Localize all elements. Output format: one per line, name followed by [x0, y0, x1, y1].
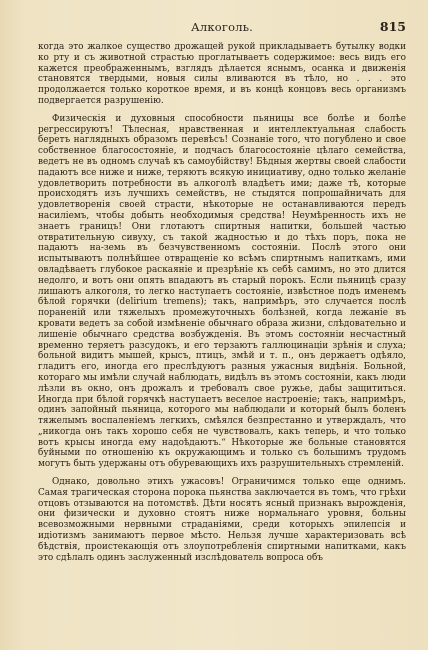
- page-number: 815: [379, 19, 406, 34]
- paragraph-1: когда это жалкое существо дрожащей рукой прикладываетъ бутылку водки ко рту и съ животной страстью проглатываетъ содержимое: весь видъ его кажется преображеннымъ, взглядъ дѣлается яснымъ, осанка и движенія становятся твердыми, новыя силы вливаются въ тѣло, но . . . это продолжается только короткое время, и въ концѣ концовъ весь организмъ подвергается разрушенію.: [38, 42, 406, 106]
- paragraph-2: Физическія и духовныя способности пьяницы все болѣе и болѣе регрессируютъ! Тѣлесная, нравственная и интеллектуальная слабость беретъ наглядныхъ образомъ перевѣсъ! Сознаніе того, что погублено и свое собственное благосостояніе, и подчасъ благосостояніе цѣлаго семейства, ведетъ не въ одномъ случаѣ къ самоубійству! Бѣдныя жертвы своей слабости падаютъ все ниже и ниже, теряютъ всякую инициативу, одно только желаніе удовлетворить потребности въ алкоголѣ владѣетъ ими; даже тѣ, которые происходятъ изъ лучшихъ семействъ, не стыдятся попрошайничать для удовлетворенія своей страсти, нѣкоторые не останавливаются передъ насиліемъ, чтобы добыть необходимыя средства! Неумѣренность ихъ не знаетъ границъ! Они глотаютъ спиртныя напитки, большей частью отвратительную сивуху, съ такой жадностью и до тѣхъ поръ, пока не падаютъ на-земь въ безчувственномъ состояніи. Послѣ этого они испытываютъ полнѣйшее отвращеніе ко всѣмъ спиртнымъ напиткамъ, ими овладѣваетъ глубокое раскаяніе и презрѣніе къ себѣ самимъ, но это длится недолго, и вотъ они опять впадаютъ въ старый порокъ. Если пьяницѣ сразу лишаютъ алкоголя, то легко наступаетъ состояніе, извѣстное подъ именемъ бѣлой горячки (delirium tremens); такъ, напримѣръ, это случается послѣ пораненій или тяжелыхъ промежуточныхъ болѣзней, когда лежаніе въ кровати ведетъ за собой измѣненіе обычнаго образа жизни, слѣдовательно и лишеніе обычнаго средства возбужденія. Въ этомъ состояніи несчастный временно теряетъ разсудокъ, и его терзаютъ галлюцинаціи зрѣнія и слуха; больной видитъ мышей, крысъ, птицъ, змѣй и т. п., онъ держаетъ одѣяло, гладитъ его, иногда его преслѣдуютъ разныя ужасныя видѣнія. Больной, котораго мы имѣли случай наблюдать, видѣлъ въ этомъ состояніи, какъ люди лѣзли въ окно, онъ дрожалъ и требовалъ свое ружье, дабы защититься. Иногда при бѣлой горячкѣ наступаетъ веселое настроеніе; такъ, напримѣръ, одинъ запойный пьяница, которого мы наблюдали и который былъ боленъ тяжелымъ воспаленіемъ легкихъ, смѣялся безпрестанно и утверждалъ, что „никогда онъ такъ хорошо себя не чувствовалъ, какъ теперь, и что только вотъ крысы иногда ему надоѣдаютъ.“ Нѣкоторые же больные становятся буйными по отношенію къ окружающимъ и только съ большимъ трудомъ могутъ быть удержаны отъ обуревающихъ ихъ разрушительныхъ стремленій.: [38, 113, 406, 470]
- paragraph-3: Однако, довольно этихъ ужасовъ! Ограничимся только еще однимъ. Самая трагическая сторона порока пьянства заключается въ томъ, что грѣхи отцовъ отзываются на потомствѣ. Дѣти носятъ ясный признакъ вырожденія, они физически и духовно стоятъ ниже нормальнаго уровня, больны всевозможными нервными страданіями, среди которыхъ эпилепсія и идіотизмъ занимаютъ первое мѣсто. Нельзя лучше характеризовать всѣ бѣдствія, проистекающія отъ злоупотребленія спиртными напитками, какъ это сдѣлалъ одинъ заслуженный изслѣдователь вопроса объ: [38, 477, 406, 563]
- chapter-title: Алкоголь.: [190, 20, 254, 34]
- running-header: [38, 20, 406, 36]
- page-body: [38, 42, 406, 563]
